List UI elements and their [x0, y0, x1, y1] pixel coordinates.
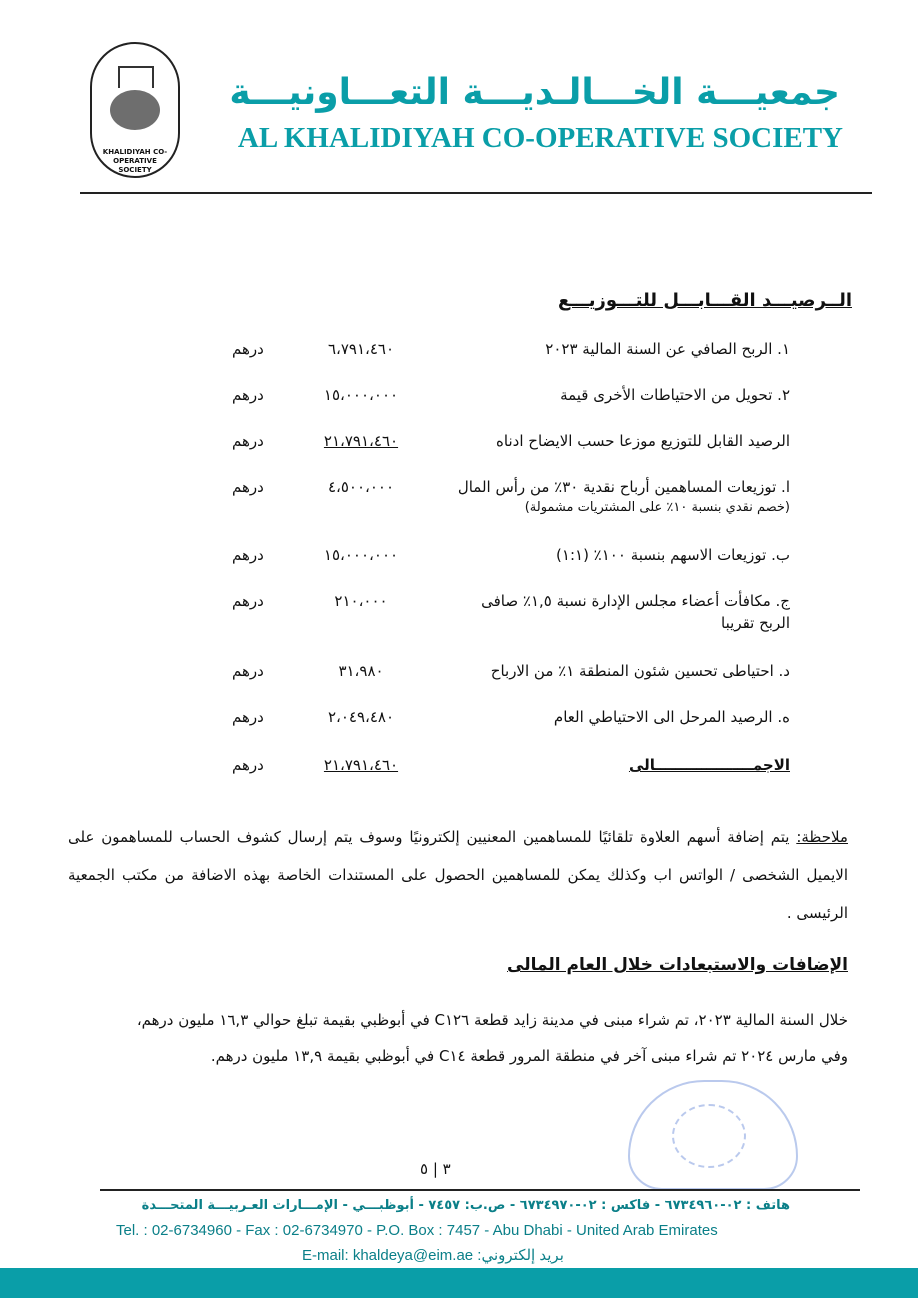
note-paragraph	[68, 818, 848, 932]
row-currency: درهم	[232, 662, 264, 680]
footer-english: Tel. : 02-6734960 - Fax : 02-6734970 - P.O. Box : 7457 - Abu Dhabi - United Arab Emirates	[116, 1222, 718, 1239]
row-currency: درهم	[232, 432, 264, 450]
row-currency: درهم	[232, 756, 264, 774]
logo-text: KHALIDIYAH CO-OPERATIVE SOCIETY	[102, 148, 168, 174]
section2-title: الإضافات والاستبعادات خلال العام المالى	[507, 955, 848, 975]
row-currency: درهم	[232, 478, 264, 496]
row-label: ا. توزيعات المساهمين أرباح نقدية ٣٠٪ من رأس المال	[457, 478, 790, 496]
row-amount: ٢،٠٤٩،٤٨٠	[327, 708, 395, 726]
title-english: AL KHALIDIYAH CO-OPERATIVE SOCIETY	[237, 122, 843, 154]
row-amount: ١٥،٠٠٠،٠٠٠	[323, 546, 399, 564]
row-currency: درهم	[232, 708, 264, 726]
row-label: ه. الرصيد المرحل الى الاحتياطي العام	[553, 708, 790, 726]
row-amount: ٢١٠،٠٠٠	[334, 592, 388, 610]
section-title: الــرصيـــد القـــابـــل للتـــوزيـــع	[557, 290, 852, 311]
row-amount: ١٥،٠٠٠،٠٠٠	[323, 386, 399, 404]
row-label: الاجمـــــــــــــــــــالى	[628, 756, 790, 774]
row-amount: ٣١،٩٨٠	[338, 662, 384, 680]
footer-divider	[100, 1189, 860, 1191]
row-label-secondary: (خصم نقدي بنسبة ١٠٪ على المشتريات مشمولة)	[524, 500, 790, 515]
logo-emblem-icon	[110, 90, 160, 130]
footer-email: E-mail: khaldeya@eim.ae :بريد إلكتروني	[302, 1247, 564, 1264]
row-amount: ٤،٥٠٠،٠٠٠	[327, 478, 395, 496]
title-arabic: جمعيـــة الخـــالـديـــة التعـــاونيـــة	[229, 72, 840, 113]
society-logo	[90, 42, 180, 178]
stamp-emblem-icon	[672, 1104, 746, 1168]
section2-line2: وفي مارس ٢٠٢٤ تم شراء مبنى آخر في منطقة المرور قطعة C١٤ في أبوظبي بقيمة ١٣,٩ مليون درهم.	[210, 1047, 848, 1065]
page-number: ٣ | ٥	[420, 1160, 451, 1178]
row-currency: درهم	[232, 546, 264, 564]
row-amount: ٢١،٧٩١،٤٦٠	[323, 756, 399, 774]
footer-band	[0, 1268, 918, 1298]
row-amount: ٢١،٧٩١،٤٦٠	[323, 432, 399, 450]
section2-line1: خلال السنة المالية ٢٠٢٣، تم شراء مبنى في مدينة زايد قطعة C١٢٦ في أبوظبي بقيمة تبلغ حوالي ١٦,٣ مليون درهم،	[136, 1011, 848, 1029]
header-divider	[80, 192, 872, 194]
row-currency: درهم	[232, 386, 264, 404]
footer-arabic: هاتف : ٠٢-٦٧٣٤٩٦٠ - فاكس : ٠٢-٦٧٣٤٩٧٠ - ص.ب: ٧٤٥٧ - أبوظبـــي - الإمـــارات العـربيـــة المتحـــدة	[141, 1198, 790, 1213]
row-amount: ٦،٧٩١،٤٦٠	[327, 340, 395, 358]
row-currency: درهم	[232, 592, 264, 610]
row-label: ب. توزيعات الاسهم بنسبة ١٠٠٪ (١:١)	[556, 546, 790, 564]
row-label: ١. الربح الصافي عن السنة المالية ٢٠٢٣	[545, 340, 790, 358]
note-text: يتم إضافة أسهم العلاوة تلقائيًا للمساهمين المعنيين إلكترونيًا وسوف يتم إرسال كشوف الحساب للمساهمون على الايميل الشخصى / الواتس اب وكذلك يمكن للمساهمين الحصول على المستندات الخاصة بهذه الاضافة من مكتب الجمعية الرئيسى .	[68, 828, 848, 922]
row-label: د. احتياطى تحسين شئون المنطقة ١٪ من الارباح	[490, 662, 790, 680]
row-label: ٢. تحويل من الاحتياطات الأخرى قيمة	[560, 386, 790, 404]
row-label: ج. مكافأت أعضاء مجلس الإدارة نسبة ١,٥٪ صافى	[481, 592, 790, 610]
official-stamp-icon	[628, 1080, 798, 1190]
row-currency: درهم	[232, 340, 264, 358]
logo-building-icon	[118, 66, 154, 88]
row-label-secondary: الربح تقريبا	[721, 614, 790, 632]
row-label: الرصيد القابل للتوزيع موزعا حسب الايضاح ادناه	[496, 432, 790, 450]
note-prefix: ملاحظة:	[796, 828, 848, 846]
